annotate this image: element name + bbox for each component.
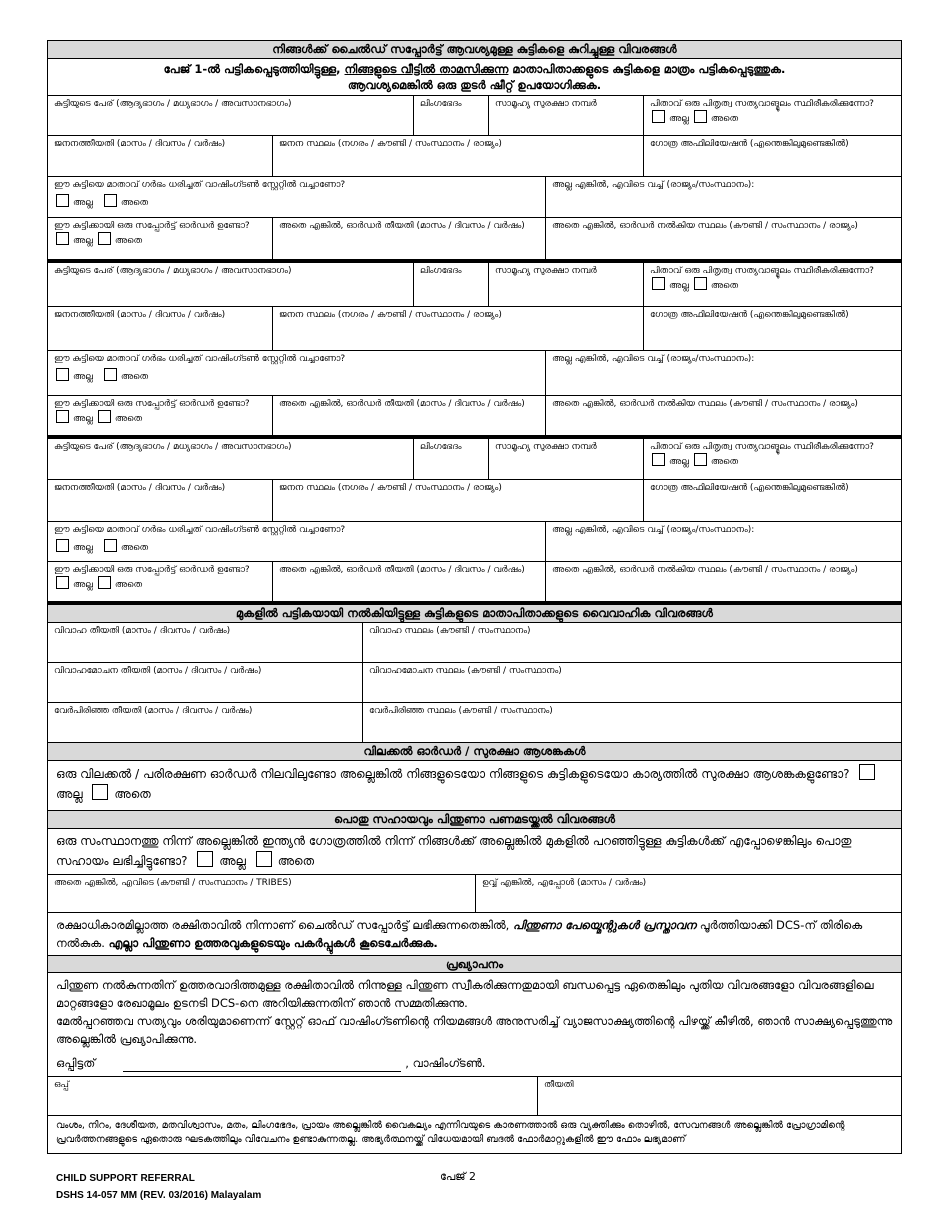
marriage-place-field[interactable] (363, 623, 901, 662)
paternity-no-checkbox[interactable] (652, 453, 665, 466)
date-label: തീയതി (544, 1080, 574, 1090)
signed-at-label: ഒപ്പിട്ടത് (56, 1056, 96, 1070)
form-title: CHILD SUPPORT REFERRAL (56, 1173, 195, 1184)
page-number: പേജ് 2 (440, 1170, 477, 1183)
declaration-para-2: മേൽപ്പറഞ്ഞവ സത്യവും ശരിയുമാണെന്ന് സ്റ്റേറ്റ് ഓഫ് വാഷിംഗ്ടണിന്റെ നിയമങ്ങൾ അനുസരിച്ച് വ്യാജസാക്ഷ്യത്തിന്റെ പിഴയ്ക്ക് കീഴിൽ, ഞാൻ സാക്ഷ്യപ്പെടുത്തുന്നു അല്ലെങ്കിൽ പ്രഖ്യാപിക്കുന്നു. (56, 1014, 893, 1046)
order-date-field[interactable] (273, 218, 546, 259)
child-name-field[interactable] (48, 96, 414, 135)
support-order-label: ഈ കുട്ടിക്കായി ഒരു സപ്പോർട്ട് ഓർഡർ ഉണ്ടോ? (54, 399, 250, 409)
support-order-yes-checkbox[interactable] (98, 232, 111, 245)
birthplace-field[interactable] (273, 307, 644, 350)
ssn-field[interactable] (489, 439, 644, 479)
ssn-label: സാമൂഹ്യ സുരക്ഷാ നമ്പർ (495, 442, 597, 452)
paternity-label: പിതാവ് ഒരു പിതൃത്വ സത്യവാങ്മൂലം സ്ഥിരീകരിക്കുന്നോ? (650, 442, 874, 452)
assistance-section-header: പൊതു സഹായവും പിന്തുണാ പണമടയ്ക്കൽ വിവരങ്ങൾ (48, 811, 901, 829)
gender-field[interactable] (414, 439, 489, 479)
gender-field[interactable] (414, 263, 489, 306)
tribal-field[interactable] (644, 136, 901, 176)
order-place-field[interactable] (546, 396, 901, 435)
order-place-field[interactable] (546, 562, 901, 601)
yes-label: അതെ (710, 457, 739, 467)
paternity-no-checkbox[interactable] (652, 277, 665, 290)
assistance-when-field[interactable] (476, 875, 901, 912)
paternity-yes-checkbox[interactable] (694, 110, 707, 123)
yes-label: അതെ (710, 114, 739, 124)
support-order-no-checkbox[interactable] (56, 576, 69, 589)
restraining-section-header: വിലക്കൽ ഓർഡർ / സുരക്ഷാ ആശങ്കകൾ (48, 743, 901, 761)
washington-label: , വാഷിംഗ്ടൺ. (405, 1056, 486, 1070)
form-id: DSHS 14-057 MM (REV. 03/2016) Malayalam (56, 1190, 262, 1201)
order-date-field[interactable] (273, 562, 546, 601)
conceived-where-field[interactable] (546, 351, 901, 395)
note-part-d: എല്ലാ പിന്തുണാ ഉത്തരവുകളുടെയും പകർപ്പുകൾ കൂടെചേർക്കുക. (108, 936, 438, 950)
tribal-label: ഗോത്ര അഫിലിയേഷൻ (എന്തെങ്കിലുമുണ്ടെങ്കിൽ) (650, 139, 849, 149)
ssn-field[interactable] (489, 263, 644, 306)
dob-field[interactable] (48, 307, 273, 350)
conceived-where-field[interactable] (546, 177, 901, 217)
conceived-no-checkbox[interactable] (56, 368, 69, 381)
order-place-label: അതെ എങ്കിൽ, ഓർഡർ നൽകിയ സ്ഥലം (കൗണ്ടി / സംസ്ഥാനം / രാജ്യം) (552, 399, 858, 409)
restraining-yes-label: അതെ (114, 787, 151, 801)
tribal-label: ഗോത്ര അഫിലിയേഷൻ (എന്തെങ്കിലുമുണ്ടെങ്കിൽ) (650, 483, 849, 493)
gender-label: ലിംഗഭേദം (420, 266, 462, 276)
yes-label: അതെ (120, 372, 149, 382)
restraining-no-checkbox[interactable] (859, 764, 875, 780)
assistance-question-text: ഒരു സംസ്ഥാനത്തു നിന്ന് അല്ലെങ്കിൽ ഇന്ത്യൻ ഗോത്രത്തിൽ നിന്ന് നിങ്ങൾക്ക് അല്ലെങ്കിൽ മുകളിൽ പറഞ്ഞിട്ടുള്ള കുട്ടികൾക്ക് എപ്പോഴെങ്കിലും പൊതു സഹായം ലഭിച്ചിട്ടുണ്ടോ? (56, 834, 852, 868)
conceived-field (48, 522, 546, 561)
assistance-yes-label: അതെ (277, 854, 315, 868)
child-name-label: കുട്ടിയുടെ പേര് (ആദ്യഭാഗം / മധ്യഭാഗം / അവസാനഭാഗം) (54, 442, 292, 452)
child-block-1 (48, 96, 901, 263)
yes-label: അതെ (710, 281, 739, 291)
conceived-no-checkbox[interactable] (56, 539, 69, 552)
gender-field[interactable] (414, 96, 489, 135)
date-field[interactable] (538, 1077, 901, 1115)
signature-field[interactable] (48, 1077, 538, 1115)
support-order-label: ഈ കുട്ടിക്കായി ഒരു സപ്പോർട്ട് ഓർഡർ ഉണ്ടോ? (54, 565, 250, 575)
marital-section-header: മുകളിൽ പട്ടികയായി നൽകിയിട്ടുള്ള കുട്ടികളുടെ മാതാപിതാക്കളുടെ വൈവാഹിക വിവരങ്ങൾ (48, 605, 901, 623)
instr-part-a: പേജ് 1-ൽ പട്ടികപ്പെടുത്തിയിട്ടുള്ള, (163, 62, 345, 76)
support-order-label: ഈ കുട്ടിക്കായി ഒരു സപ്പോർട്ട് ഓർഡർ ഉണ്ടോ? (54, 221, 250, 231)
gender-label: ലിംഗഭേദം (420, 99, 462, 109)
yes-label: അതെ (114, 236, 143, 246)
instr-part-c: മാതാപിതാക്കളുടെ കുട്ടികളെ മാത്രം പട്ടികപ്പെടുത്തുക. (508, 62, 786, 76)
nondiscrimination-notice: വംശം, നിറം, ദേശീയത, മതവിശ്വാസം, മതം, ലിംഗഭേദം, പ്രായം അല്ലെങ്കിൽ വൈകല്യം എന്നിവയുടെ കാരണത്താൽ ഒരു വ്യക്തിക്കും തൊഴിൽ, സേവനങ്ങൾ അല്ലെങ്കിൽ പ്രോഗ്രാമിന്റെ പ്രവർത്തനങ്ങളുടെ ഏതൊരു ഘടകത്തിലും വിവേചനം ഉണ്ടാകുന്നതല്ല. അഭ്യർത്ഥനയ്ക്ക് വിധേയമായി ബദൽ ഫോർമാറ്റുകളിൽ ഈ ഫോം ലഭ്യമാണ് (56, 1120, 845, 1145)
support-order-field (48, 562, 273, 601)
paternity-yes-checkbox[interactable] (694, 277, 707, 290)
conceived-yes-checkbox[interactable] (104, 539, 117, 552)
declaration-text (48, 973, 901, 1076)
paternity-field (644, 96, 901, 135)
child-support-form (47, 40, 902, 1154)
paternity-label: പിതാവ് ഒരു പിതൃത്വ സത്യവാങ്മൂലം സ്ഥിരീകരിക്കുന്നോ? (650, 99, 874, 109)
conceived-where-label: അല്ല എങ്കിൽ, എവിടെ വച്ച് (രാജ്യം/സംസ്ഥാനം): (552, 180, 755, 190)
conceived-yes-checkbox[interactable] (104, 194, 117, 207)
child-block-2 (48, 263, 901, 439)
support-order-no-checkbox[interactable] (56, 410, 69, 423)
order-date-field[interactable] (273, 396, 546, 435)
conceived-label: ഈ കുട്ടിയെ മാതാവ് ഗർഭം ധരിച്ചത് വാഷിംഗ്ടൺ സ്റ്റേറ്റിൽ വച്ചാണോ? (54, 525, 346, 535)
assistance-yes-checkbox[interactable] (256, 851, 272, 867)
conceived-label: ഈ കുട്ടിയെ മാതാവ് ഗർഭം ധരിച്ചത് വാഷിംഗ്ടൺ സ്റ്റേറ്റിൽ വച്ചാണോ? (54, 354, 346, 364)
conceived-field (48, 177, 546, 217)
assistance-no-label: അല്ല (219, 854, 246, 868)
no-label: അല്ല (669, 281, 689, 291)
paternity-label: പിതാവ് ഒരു പിതൃത്വ സത്യവാങ്മൂലം സ്ഥിരീകരിക്കുന്നോ? (650, 266, 874, 276)
instr-part-b: നിങ്ങളുടെ വീട്ടിൽ താമസിക്കുന്ന (344, 62, 509, 76)
child-block-3 (48, 439, 901, 605)
no-label: അല്ല (73, 198, 93, 208)
ssn-label: സാമൂഹ്യ സുരക്ഷാ നമ്പർ (495, 99, 597, 109)
assistance-when-label: ഉവ്വ് എങ്കിൽ, എപ്പോൾ (മാസം / വർഷം) (482, 878, 647, 888)
no-label: അല്ല (669, 114, 689, 124)
assistance-where-label: അതെ എങ്കിൽ, എവിടെ (കൗണ്ടി / സംസ്ഥാനം / TRIBES) (54, 878, 292, 888)
order-place-label: അതെ എങ്കിൽ, ഓർഡർ നൽകിയ സ്ഥലം (കൗണ്ടി / സംസ്ഥാനം / രാജ്യം) (552, 221, 858, 231)
support-order-field (48, 396, 273, 435)
note-part-a: രക്ഷാധികാരമില്ലാത്ത രക്ഷിതാവിൽ നിന്നാണ് ചൈൽഡ് സപ്പോർട്ട് ലഭിക്കുന്നതെങ്കിൽ, (56, 918, 513, 932)
no-label: അല്ല (73, 372, 93, 382)
birthplace-field[interactable] (273, 480, 644, 521)
order-date-label: അതെ എങ്കിൽ, ഓർഡർ തീയതി (മാസം / ദിവസം / വർഷം) (279, 399, 525, 409)
birthplace-label: ജനന സ്ഥലം (നഗരം / കൗണ്ടി / സംസ്ഥാനം / രാജ്യം) (279, 310, 502, 320)
child-name-field[interactable] (48, 439, 414, 479)
birthplace-label: ജനന സ്ഥലം (നഗരം / കൗണ്ടി / സംസ്ഥാനം / രാജ്യം) (279, 483, 502, 493)
dob-label: ജനനത്തീയതി (മാസം / ദിവസം / വർഷം) (54, 483, 226, 493)
support-payment-note (48, 913, 901, 955)
divorce-date-label: വിവാഹമോചന തീയതി (മാസം / ദിവസം / വർഷം) (54, 666, 262, 676)
separation-place-label: വേർപിരിഞ്ഞ സ്ഥലം (കൗണ്ടി / സംസ്ഥാനം) (369, 706, 553, 716)
child-name-label: കുട്ടിയുടെ പേര് (ആദ്യഭാഗം / മധ്യഭാഗം / അവസാനഭാഗം) (54, 99, 292, 109)
support-order-yes-checkbox[interactable] (98, 576, 111, 589)
assistance-no-checkbox[interactable] (197, 851, 213, 867)
signature-label: ഒപ്പ് (54, 1080, 69, 1090)
support-order-no-checkbox[interactable] (56, 232, 69, 245)
child-name-field[interactable] (48, 263, 414, 306)
form-footer (56, 1170, 261, 1204)
gender-label: ലിംഗഭേദം (420, 442, 462, 452)
marriage-date-field[interactable] (48, 623, 363, 662)
paternity-field (644, 439, 901, 479)
separation-place-field[interactable] (363, 703, 901, 742)
order-date-label: അതെ എങ്കിൽ, ഓർഡർ തീയതി (മാസം / ദിവസം / വർഷം) (279, 221, 525, 231)
note-part-c: പൂർത്തിയാക്കി DCS-ന് തിരികെ നൽകുക. (56, 918, 863, 950)
marriage-place-label: വിവാഹ സ്ഥലം (കൗണ്ടി / സംസ്ഥാനം) (369, 626, 531, 636)
paternity-field (644, 263, 901, 306)
assistance-where-field[interactable] (48, 875, 476, 912)
tribal-field[interactable] (644, 307, 901, 350)
paternity-yes-checkbox[interactable] (694, 453, 707, 466)
note-part-b: പിന്തുണാ പേയ്മെന്റുകൾ പ്രസ്താവന (512, 918, 697, 932)
yes-label: അതെ (120, 198, 149, 208)
conceived-no-checkbox[interactable] (56, 194, 69, 207)
order-place-label: അതെ എങ്കിൽ, ഓർഡർ നൽകിയ സ്ഥലം (കൗണ്ടി / സംസ്ഥാനം / രാജ്യം) (552, 565, 858, 575)
tribal-field[interactable] (644, 480, 901, 521)
paternity-no-checkbox[interactable] (652, 110, 665, 123)
dob-label: ജനനത്തീയതി (മാസം / ദിവസം / വർഷം) (54, 139, 226, 149)
no-label: അല്ല (73, 236, 93, 246)
support-order-field (48, 218, 273, 259)
restraining-question-text: ഒരു വിലക്കൽ / പരിരക്ഷണ ഓർഡർ നിലവിലുണ്ടോ അല്ലെങ്കിൽ നിങ്ങളുടെയോ നിങ്ങളുടെ കുട്ടികളുടെയോ കാര്യത്തിൽ സുരക്ഷാ ആശങ്കകളുണ്ടോ? (56, 767, 850, 781)
tribal-label: ഗോത്ര അഫിലിയേഷൻ (എന്തെങ്കിലുമുണ്ടെങ്കിൽ) (650, 310, 849, 320)
assistance-question (48, 829, 901, 875)
restraining-yes-checkbox[interactable] (92, 784, 108, 800)
yes-label: അതെ (114, 414, 143, 424)
support-order-yes-checkbox[interactable] (98, 410, 111, 423)
birthplace-field[interactable] (273, 136, 644, 176)
declaration-para-1: പിന്തുണ നൽകുന്നതിന് ഉത്തരവാദിത്തമുള്ള രക്ഷിതാവിൽ നിന്നുള്ള പിന്തുണ സ്വീകരിക്കുന്നതുമായി ബന്ധപ്പെട്ട ഏതെങ്കിലും പുതിയ വിവരങ്ങളോ വിവരങ്ങളിലെ മാറ്റങ്ങളോ രേഖാമൂലം ഉടനടി DCS-നെ അറിയിക്കുന്നതിന് ഞാൻ സമ്മതിക്കുന്നു. (56, 978, 874, 1010)
ssn-field[interactable] (489, 96, 644, 135)
no-label: അല്ല (73, 543, 93, 553)
conceived-where-field[interactable] (546, 522, 901, 561)
separation-date-field[interactable] (48, 703, 363, 742)
conceived-yes-checkbox[interactable] (104, 368, 117, 381)
birthplace-label: ജനന സ്ഥലം (നഗരം / കൗണ്ടി / സംസ്ഥാനം / രാജ്യം) (279, 139, 502, 149)
signed-at-city-input[interactable] (123, 1057, 401, 1072)
dob-label: ജനനത്തീയതി (മാസം / ദിവസം / വർഷം) (54, 310, 226, 320)
conceived-label: ഈ കുട്ടിയെ മാതാവ് ഗർഭം ധരിച്ചത് വാഷിംഗ്ടൺ സ്റ്റേറ്റിൽ വച്ചാണോ? (54, 180, 346, 190)
children-section-header: നിങ്ങൾക്ക് ചൈൽഡ് സപ്പോർട്ട് ആവശ്യമുള്ള കുട്ടികളെ കുറിച്ചുള്ള വിവരങ്ങൾ (48, 41, 901, 59)
order-place-field[interactable] (546, 218, 901, 259)
divorce-place-label: വിവാഹമോചന സ്ഥലം (കൗണ്ടി / സംസ്ഥാനം) (369, 666, 562, 676)
conceived-where-label: അല്ല എങ്കിൽ, എവിടെ വച്ച് (രാജ്യം/സംസ്ഥാനം): (552, 354, 755, 364)
divorce-place-field[interactable] (363, 663, 901, 702)
marriage-date-label: വിവാഹ തീയതി (മാസം / ദിവസം / വർഷം) (54, 626, 231, 636)
child-name-label: കുട്ടിയുടെ പേര് (ആദ്യഭാഗം / മധ്യഭാഗം / അവസാനഭാഗം) (54, 266, 292, 276)
no-label: അല്ല (669, 457, 689, 467)
dob-field[interactable] (48, 136, 273, 176)
instr-continuation: ആവശ്യമെങ്കിൽ ഒരു തുടർ ഷീറ്റ് ഉപയോഗിക്കുക. (347, 78, 602, 92)
yes-label: അതെ (114, 580, 143, 590)
no-label: അല്ല (73, 580, 93, 590)
yes-label: അതെ (120, 543, 149, 553)
conceived-where-label: അല്ല എങ്കിൽ, എവിടെ വച്ച് (രാജ്യം/സംസ്ഥാനം): (552, 525, 755, 535)
separation-date-label: വേർപിരിഞ്ഞ തീയതി (മാസം / ദിവസം / വർഷം) (54, 706, 253, 716)
dob-field[interactable] (48, 480, 273, 521)
children-instructions (48, 59, 901, 96)
no-label: അല്ല (73, 414, 93, 424)
restraining-no-label: അല്ല (56, 787, 83, 801)
restraining-question (48, 761, 901, 811)
ssn-label: സാമൂഹ്യ സുരക്ഷാ നമ്പർ (495, 266, 597, 276)
divorce-date-field[interactable] (48, 663, 363, 702)
order-date-label: അതെ എങ്കിൽ, ഓർഡർ തീയതി (മാസം / ദിവസം / വർഷം) (279, 565, 525, 575)
declaration-section-header: പ്രഖ്യാപനം (48, 955, 901, 973)
conceived-field (48, 351, 546, 395)
